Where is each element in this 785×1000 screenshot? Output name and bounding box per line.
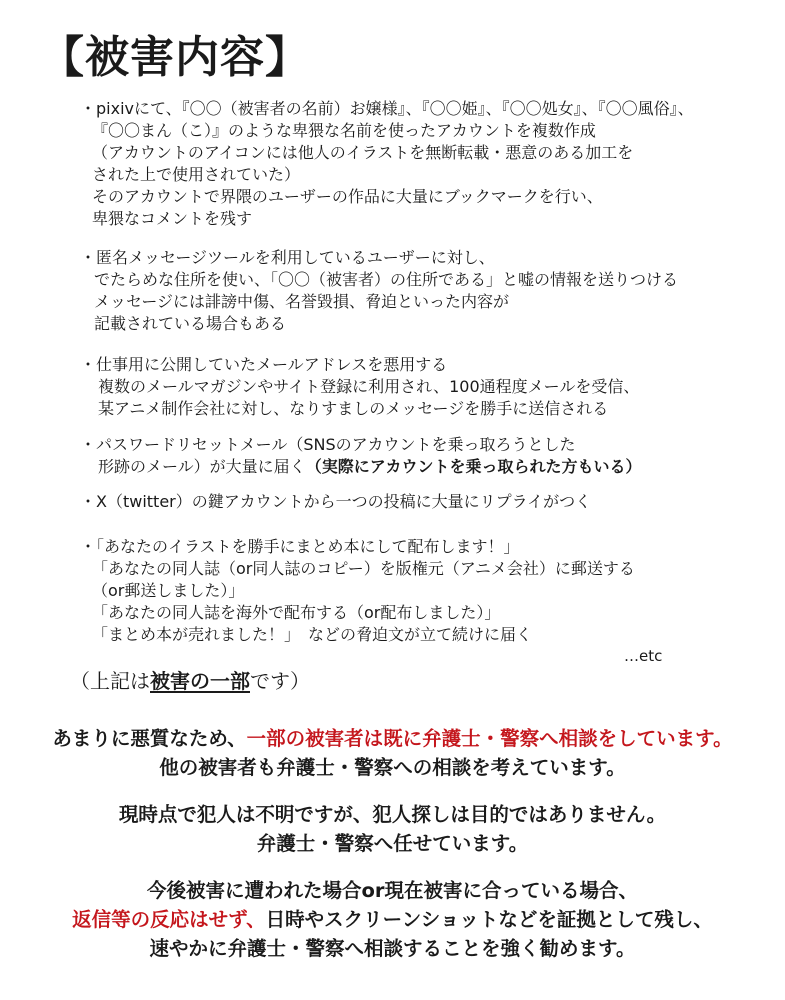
- item-line: メッセージには誹謗中傷、名誉毀損、脅迫といった内容が: [94, 292, 510, 311]
- consultation-paragraph: [0, 724, 785, 782]
- item-line: ・パスワードリセットメール（SNSのアカウントを乗っ取ろうとした: [80, 435, 576, 454]
- paragraph-text-red: 一部の被害者は既に弁護士・警察へ相談をしています。: [246, 727, 733, 750]
- item-line: ・仕事用に公開していたメールアドレスを悪用する: [80, 355, 448, 374]
- damage-item-pixiv: [80, 98, 770, 230]
- item-line: 「まとめ本が売れました！」 などの脅迫文が立て続けに届く: [92, 625, 533, 644]
- item-line: 「あなたの同人誌（or同人誌のコピー）を版権元（アニメ会社）に郵送する: [92, 559, 635, 578]
- paragraph-line: 他の被害者も弁護士・警察への相談を考えています。: [159, 756, 626, 779]
- item-line: 記載されている場合もある: [94, 314, 287, 333]
- item-line-bold: （実際にアカウントを乗っ取られた方もいる）: [305, 457, 642, 476]
- damage-item-anonymous-messages: [80, 247, 770, 335]
- paragraph-text: あまりに悪質なため、: [52, 727, 247, 750]
- culprit-paragraph: [0, 800, 785, 858]
- item-line: ・pixivにて、『〇〇（被害者の名前）お嬢様』、『〇〇姫』、『〇〇処女』、『〇〇風俗』、: [80, 99, 694, 118]
- item-line: [80, 456, 770, 478]
- etc-label: …etc: [624, 647, 663, 665]
- note-emphasis: 被害の一部: [150, 669, 250, 693]
- item-line: そのアカウントで界隈のユーザーの作品に大量にブックマークを行い、: [92, 187, 603, 206]
- damage-item-password-reset: [80, 434, 770, 478]
- item-line: 『〇〇まん（こ）』のような卑猥な名前を使ったアカウントを複数作成: [92, 121, 596, 140]
- item-line: された上で使用されていた）: [92, 165, 301, 184]
- paragraph-line: 速やかに弁護士・警察へ相談することを強く勧めます。: [149, 937, 636, 960]
- item-line: 「あなたの同人誌を海外で配布する（or配布しました）」: [92, 603, 501, 622]
- page-title: 【被害内容】: [40, 32, 310, 83]
- damage-item-email-abuse: [80, 354, 770, 420]
- item-line: ・「あなたのイラストを勝手にまとめ本にして配布します！」: [80, 537, 520, 556]
- damage-item-threats: [80, 536, 770, 646]
- partial-damage-note: [70, 667, 310, 695]
- note-suffix: です）: [250, 669, 310, 693]
- paragraph-line: 弁護士・警察へ任せています。: [256, 832, 529, 855]
- damage-item-x-replies: [80, 491, 770, 513]
- paragraph-line: 今後被害に遭われた場合or現在被害に合っている場合、: [146, 879, 638, 902]
- item-line: ・X（twitter）の鍵アカウントから一つの投稿に大量にリプライがつく: [80, 492, 592, 511]
- item-line: 某アニメ制作会社に対し、なりすましのメッセージを勝手に送信される: [98, 399, 609, 418]
- paragraph-text-red: 返信等の反応はせず、: [72, 908, 266, 931]
- paragraph-text: 日時やスクリーンショットなどを証拠として残し、: [265, 908, 713, 931]
- advice-paragraph: [0, 876, 785, 963]
- item-line: 複数のメールマガジンやサイト登録に利用され、100通程度メールを受信、: [98, 377, 640, 396]
- item-line: ・匿名メッセージツールを利用しているユーザーに対し、: [80, 248, 495, 267]
- item-line: 卑猥なコメントを残す: [92, 209, 253, 228]
- note-prefix: （上記は: [70, 669, 150, 693]
- item-line: （or郵送しました）」: [92, 581, 245, 600]
- item-line: でたらめな住所を使い、「〇〇（被害者）の住所である」と嘘の情報を送りつける: [94, 270, 679, 289]
- item-line-plain: 形跡のメール）が大量に届く: [98, 457, 306, 476]
- item-line: （アカウントのアイコンには他人のイラストを無断転載・悪意のある加工を: [92, 143, 634, 162]
- paragraph-line: [0, 905, 785, 934]
- paragraph-line: 現時点で犯人は不明ですが、犯人探しは目的ではありません。: [118, 803, 667, 826]
- paragraph-line: [0, 724, 785, 753]
